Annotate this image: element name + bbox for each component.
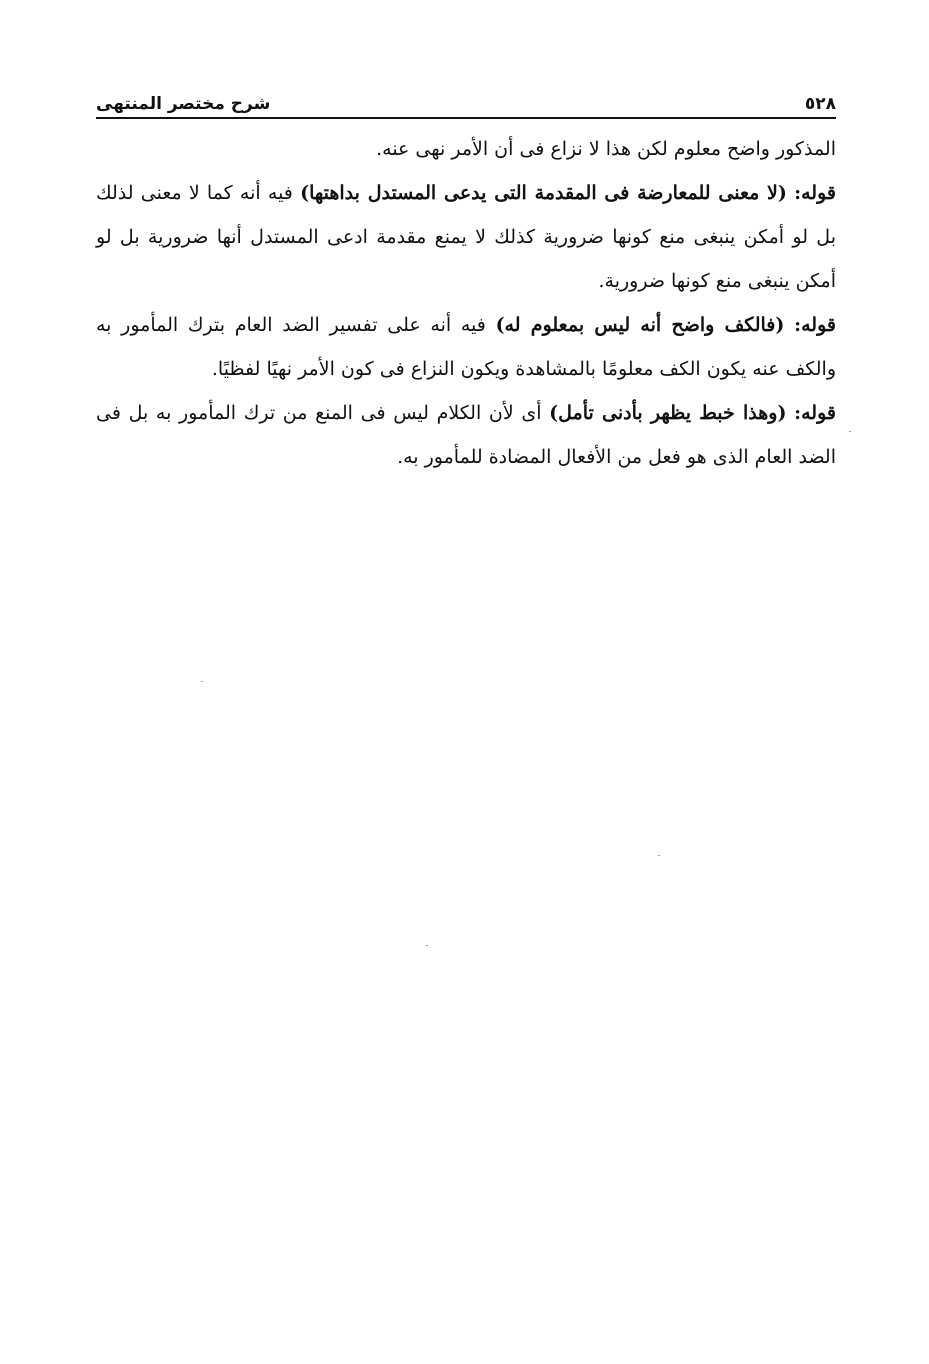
paragraph-1	[96, 127, 836, 171]
paragraph-3	[96, 303, 836, 391]
scan-speck	[426, 945, 428, 946]
paragraph-label: قوله:	[794, 182, 836, 204]
paragraph-text: فيه أنه كما لا معنى لذلك بل لو أمكن ينبغى منع كونها ضرورية كذلك لا يمنع مقدمة ادعى المستدل أنها ضرورية بل لو أمكن ينبغى منع كونها ضرورية.	[96, 182, 836, 292]
scan-speck	[658, 855, 660, 856]
quoted-phrase: (وهذا خبط يظهر بأدنى تأمل)	[549, 402, 787, 424]
paragraph-2	[96, 171, 836, 303]
paragraph-4	[96, 391, 836, 479]
paragraph-text: أى لأن الكلام ليس فى المنع من ترك المأمور به بل فى الضد العام الذى هو فعل من الأفعال المضادة للمأمور به.	[96, 402, 836, 468]
page	[96, 84, 836, 479]
page-number: ٥٢٨	[804, 94, 836, 114]
paragraph-label: قوله:	[794, 402, 836, 424]
scan-speck	[201, 681, 203, 682]
book-title: شرح مختصر المنتهى	[96, 94, 271, 114]
paragraph-text: المذكور واضح معلوم لكن هذا لا نزاع فى أن الأمر نهى عنه.	[376, 138, 836, 160]
paragraph-text: فيه أنه على تفسير الضد العام بترك المأمور به والكف عنه يكون الكف معلومًا بالمشاهدة ويكون النزاع فى كون الأمر نهيًا لفظيًا.	[96, 314, 836, 380]
scan-speck	[849, 431, 851, 432]
running-header	[96, 84, 836, 119]
quoted-phrase: (لا معنى للمعارضة فى المقدمة التى يدعى المستدل بداهتها)	[300, 182, 787, 204]
quoted-phrase: (فالكف واضح أنه ليس بمعلوم له)	[495, 314, 785, 336]
paragraph-label: قوله:	[794, 314, 836, 336]
body-text	[96, 127, 836, 479]
